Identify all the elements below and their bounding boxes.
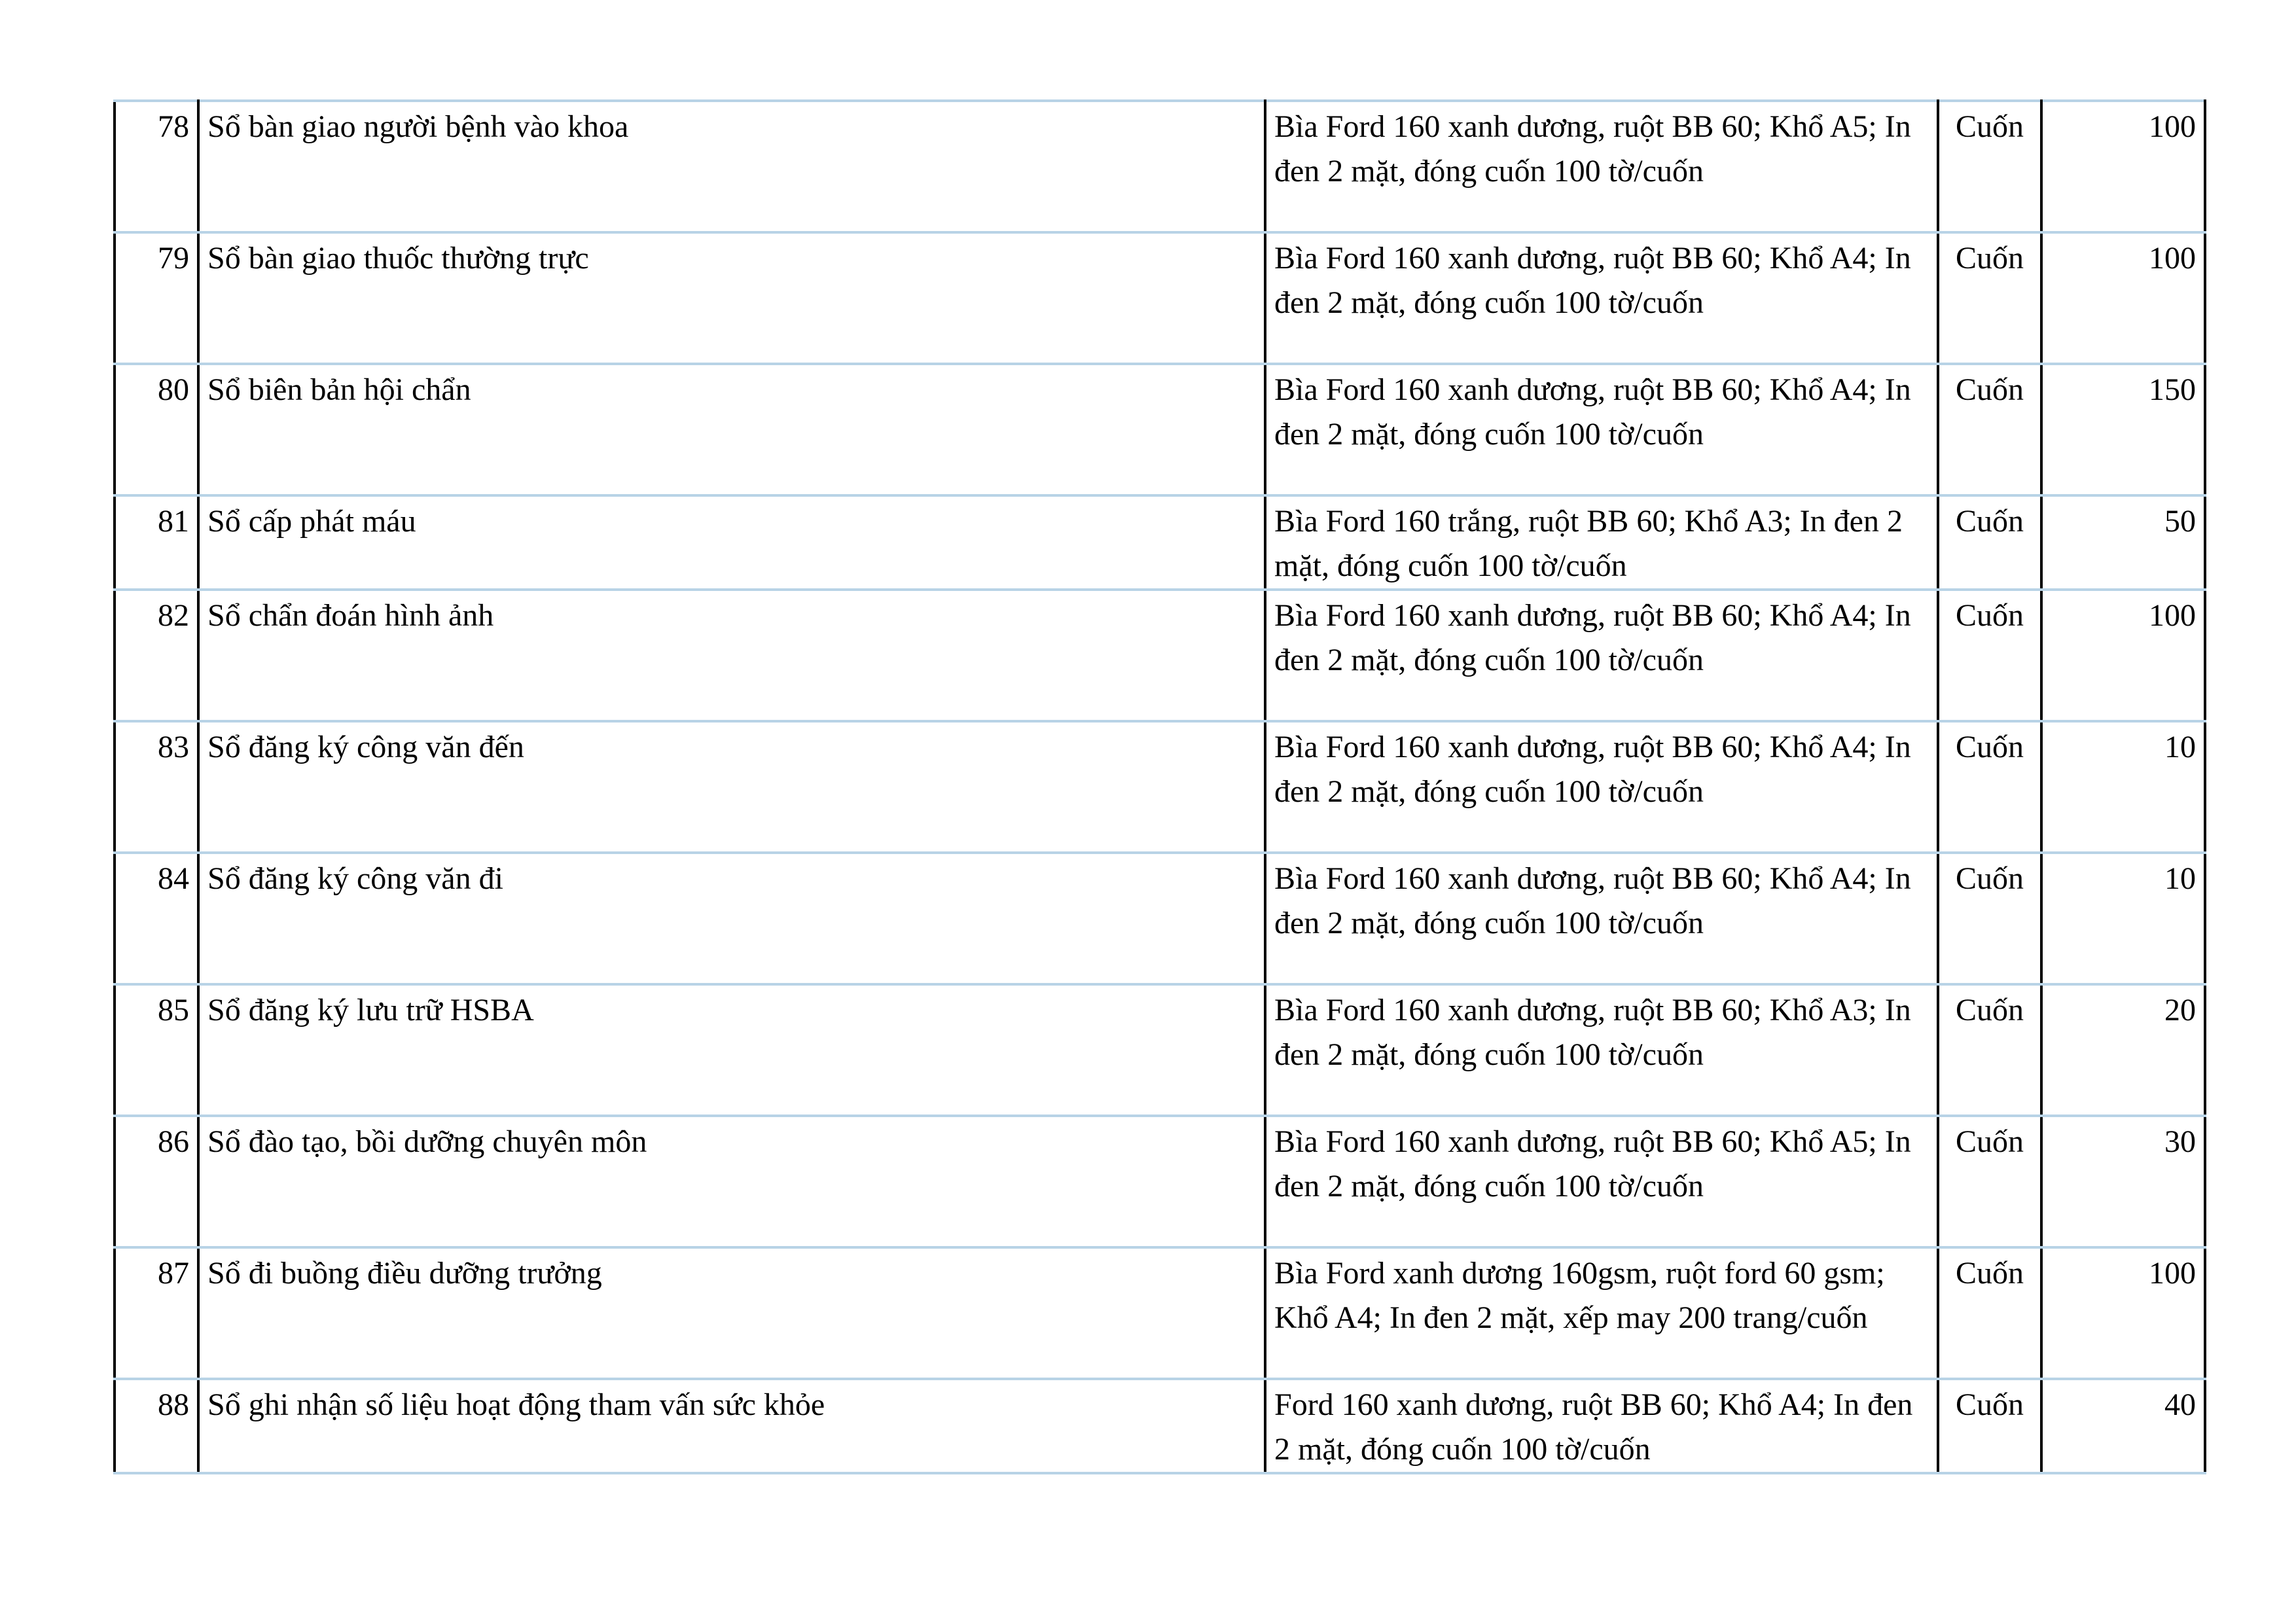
item-spec: Bìa Ford xanh dương 160gsm, ruột ford 60 gsm; Khổ A4; In đen 2 mặt, xếp may 200 trang/cuốn — [1265, 1247, 1938, 1379]
item-unit: Cuốn — [1938, 232, 2041, 364]
item-unit: Cuốn — [1938, 1116, 2041, 1247]
item-unit: Cuốn — [1938, 101, 2041, 232]
table-row — [115, 364, 2205, 495]
item-spec: Bìa Ford 160 xanh dương, ruột BB 60; Khổ A5; In đen 2 mặt, đóng cuốn 100 tờ/cuốn — [1265, 1116, 1938, 1247]
item-name: Sổ đăng ký lưu trữ HSBA — [198, 984, 1265, 1116]
item-spec: Ford 160 xanh dương, ruột BB 60; Khổ A4; In đen 2 mặt, đóng cuốn 100 tờ/cuốn — [1265, 1379, 1938, 1473]
item-unit: Cuốn — [1938, 1379, 2041, 1473]
item-quantity: 150 — [2041, 364, 2205, 495]
item-spec: Bìa Ford 160 xanh dương, ruột BB 60; Khổ A4; In đen 2 mặt, đóng cuốn 100 tờ/cuốn — [1265, 721, 1938, 853]
table-row — [115, 1116, 2205, 1247]
item-unit: Cuốn — [1938, 984, 2041, 1116]
table-row — [115, 495, 2205, 590]
item-spec: Bìa Ford 160 xanh dương, ruột BB 60; Khổ A3; In đen 2 mặt, đóng cuốn 100 tờ/cuốn — [1265, 984, 1938, 1116]
item-name: Sổ bàn giao người bệnh vào khoa — [198, 101, 1265, 232]
row-number: 83 — [115, 721, 198, 853]
item-spec: Bìa Ford 160 xanh dương, ruột BB 60; Khổ A4; In đen 2 mặt, đóng cuốn 100 tờ/cuốn — [1265, 590, 1938, 721]
table-row — [115, 101, 2205, 232]
table-row — [115, 984, 2205, 1116]
item-name: Sổ chẩn đoán hình ảnh — [198, 590, 1265, 721]
item-name: Sổ đi buồng điều dưỡng trưởng — [198, 1247, 1265, 1379]
item-name: Sổ đăng ký công văn đến — [198, 721, 1265, 853]
item-name: Sổ cấp phát máu — [198, 495, 1265, 590]
item-unit: Cuốn — [1938, 590, 2041, 721]
item-name: Sổ đào tạo, bồi dưỡng chuyên môn — [198, 1116, 1265, 1247]
item-quantity: 30 — [2041, 1116, 2205, 1247]
row-number: 84 — [115, 853, 198, 984]
item-unit: Cuốn — [1938, 495, 2041, 590]
table-row — [115, 1247, 2205, 1379]
item-quantity: 100 — [2041, 232, 2205, 364]
item-unit: Cuốn — [1938, 1247, 2041, 1379]
item-quantity: 100 — [2041, 1247, 2205, 1379]
item-quantity: 40 — [2041, 1379, 2205, 1473]
table-row — [115, 232, 2205, 364]
row-number: 85 — [115, 984, 198, 1116]
row-number: 81 — [115, 495, 198, 590]
item-quantity: 100 — [2041, 590, 2205, 721]
table-row — [115, 1379, 2205, 1473]
item-name: Sổ bàn giao thuốc thường trực — [198, 232, 1265, 364]
row-number: 88 — [115, 1379, 198, 1473]
item-name: Sổ biên bản hội chẩn — [198, 364, 1265, 495]
row-number: 78 — [115, 101, 198, 232]
item-quantity: 10 — [2041, 721, 2205, 853]
item-spec: Bìa Ford 160 trắng, ruột BB 60; Khổ A3; In đen 2 mặt, đóng cuốn 100 tờ/cuốn — [1265, 495, 1938, 590]
row-number: 79 — [115, 232, 198, 364]
table-row — [115, 590, 2205, 721]
item-unit: Cuốn — [1938, 721, 2041, 853]
row-number: 82 — [115, 590, 198, 721]
item-name: Sổ đăng ký công văn đi — [198, 853, 1265, 984]
item-quantity: 10 — [2041, 853, 2205, 984]
row-number: 86 — [115, 1116, 198, 1247]
item-quantity: 50 — [2041, 495, 2205, 590]
item-unit: Cuốn — [1938, 853, 2041, 984]
item-spec: Bìa Ford 160 xanh dương, ruột BB 60; Khổ A4; In đen 2 mặt, đóng cuốn 100 tờ/cuốn — [1265, 364, 1938, 495]
table-row — [115, 721, 2205, 853]
table-row — [115, 853, 2205, 984]
item-spec: Bìa Ford 160 xanh dương, ruột BB 60; Khổ A4; In đen 2 mặt, đóng cuốn 100 tờ/cuốn — [1265, 853, 1938, 984]
item-unit: Cuốn — [1938, 364, 2041, 495]
supplies-table — [113, 99, 2206, 1474]
item-spec: Bìa Ford 160 xanh dương, ruột BB 60; Khổ A4; In đen 2 mặt, đóng cuốn 100 tờ/cuốn — [1265, 232, 1938, 364]
row-number: 80 — [115, 364, 198, 495]
row-number: 87 — [115, 1247, 198, 1379]
item-quantity: 100 — [2041, 101, 2205, 232]
item-spec: Bìa Ford 160 xanh dương, ruột BB 60; Khổ A5; In đen 2 mặt, đóng cuốn 100 tờ/cuốn — [1265, 101, 1938, 232]
item-quantity: 20 — [2041, 984, 2205, 1116]
item-name: Sổ ghi nhận số liệu hoạt động tham vấn sức khỏe — [198, 1379, 1265, 1473]
